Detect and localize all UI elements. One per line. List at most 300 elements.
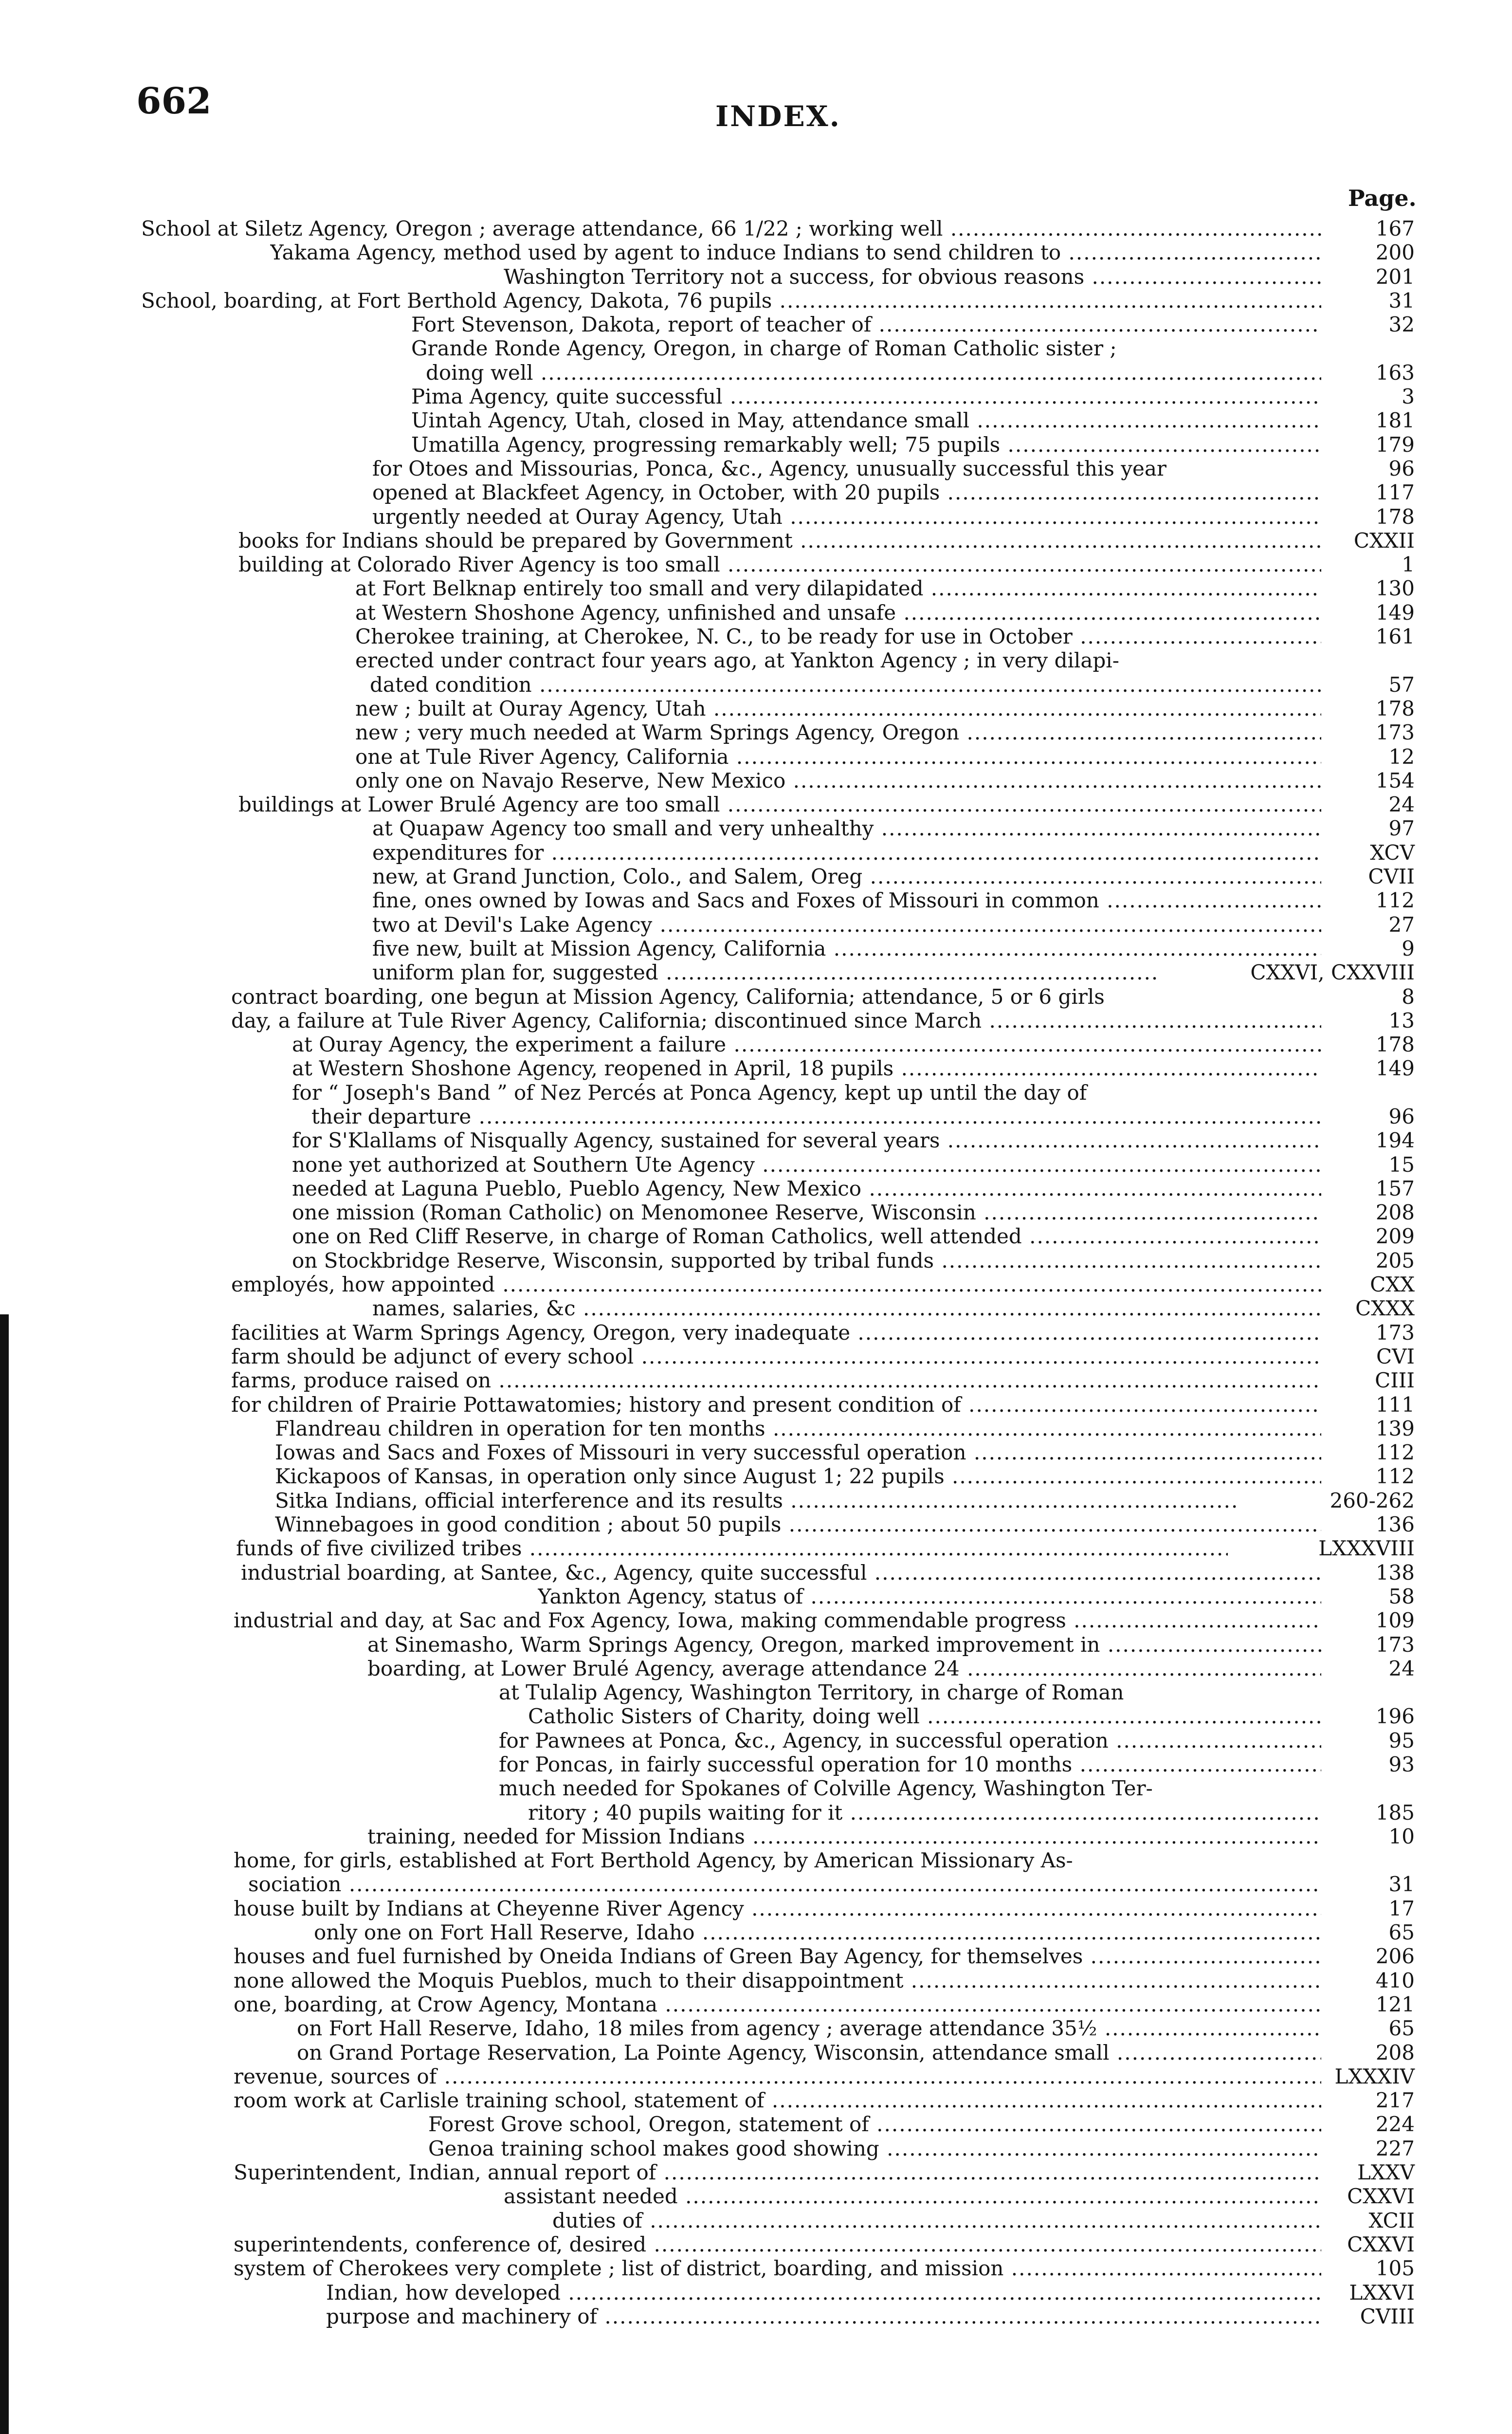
index-entry — [0, 1296, 1512, 1320]
index-entry-text-wrap — [231, 1393, 1512, 1417]
index-entry — [0, 1729, 1512, 1752]
index-entry-text-wrap — [538, 1585, 1512, 1608]
index-entry — [0, 841, 1512, 865]
index-entry-text: at Ouray Agency, the experiment a failure ..... — [292, 1033, 1321, 1056]
index-entry-text-wrap — [231, 1272, 1512, 1296]
index-entry-text: one mission (Roman Catholic) on Menomonee Reserve, Wisconsin ..... — [292, 1200, 1321, 1224]
index-entry-text-wrap — [372, 816, 1512, 840]
index-entry-text-wrap — [411, 433, 1512, 457]
index-entry — [0, 1704, 1512, 1728]
index-entry — [0, 1009, 1512, 1033]
index-entry-page: LXXV — [1357, 2160, 1415, 2185]
index-entry-text-wrap — [234, 1992, 1512, 2016]
index-entry — [0, 2112, 1512, 2136]
index-entry-text-wrap — [355, 576, 1512, 600]
index-entry — [0, 745, 1512, 769]
index-entry — [0, 1872, 1512, 1896]
index-entry-text-wrap — [499, 1680, 1512, 1704]
index-entry-page: 139 — [1375, 1416, 1415, 1440]
index-entry-page: LXXXVIII — [1318, 1536, 1415, 1561]
index-entry-page: 194 — [1375, 1128, 1415, 1153]
index-entry-text: dated condition ..... — [370, 673, 1321, 697]
index-entry — [0, 1272, 1512, 1296]
index-entry-page: XCII — [1368, 2208, 1415, 2232]
index-entry — [0, 1680, 1512, 1704]
index-entry — [0, 960, 1512, 984]
index-entry-text-wrap — [411, 336, 1512, 360]
index-entry-page: 178 — [1375, 504, 1415, 529]
page-number: 662 — [136, 80, 212, 122]
index-entry — [0, 1512, 1512, 1536]
index-entry — [0, 1801, 1512, 1825]
index-entry — [0, 2088, 1512, 2112]
scan-edge-shadow — [0, 1314, 9, 2434]
index-entry — [0, 2184, 1512, 2208]
index-entry — [0, 1249, 1512, 1272]
index-entry-page: 154 — [1375, 768, 1415, 793]
index-entry-text-wrap — [231, 1009, 1512, 1033]
index-entry-page: 167 — [1375, 217, 1415, 240]
index-entry-page: CXXVI — [1347, 2184, 1415, 2209]
index-entry-text: industrial and day, at Sac and Fox Agency, Iowa, making commendable progress ..... — [234, 1608, 1321, 1632]
index-entry-list — [0, 217, 1512, 2328]
index-entry-text-wrap — [355, 769, 1512, 793]
index-entry — [0, 265, 1512, 289]
index-entry-page: 178 — [1375, 696, 1415, 720]
index-entry — [0, 2305, 1512, 2328]
index-entry — [0, 913, 1512, 937]
index-entry-page: 97 — [1388, 816, 1415, 841]
index-entry-text: system of Cherokees very complete ; list of district, boarding, and mission ..... — [234, 2256, 1321, 2280]
index-entry-text-wrap — [355, 745, 1512, 769]
index-entry-page: 205 — [1375, 1248, 1415, 1272]
index-entry-text-wrap — [234, 2065, 1512, 2088]
index-entry-page: LXXXIV — [1334, 2064, 1415, 2088]
index-entry-text-wrap — [270, 240, 1512, 264]
index-entry — [0, 576, 1512, 600]
index-entry — [0, 816, 1512, 840]
index-entry-text: none yet authorized at Southern Ute Agency ..... — [292, 1153, 1321, 1177]
index-entry-text: Yakama Agency, method used by agent to induce Indians to send children to ..... — [270, 240, 1321, 264]
index-entry-text: at Quapaw Agency too small and very unhealthy ..... — [372, 816, 1321, 840]
index-entry — [0, 1585, 1512, 1608]
index-entry-text: needed at Laguna Pueblo, Pueblo Agency, New Mexico ..... — [292, 1177, 1321, 1200]
index-entry — [0, 1752, 1512, 1776]
index-entry-text: Genoa training school makes good showing ..... — [428, 2137, 1321, 2160]
index-entry-page: 93 — [1388, 1752, 1415, 1776]
index-entry — [0, 1920, 1512, 1944]
index-entry-text: duties of ..... — [552, 2209, 1321, 2232]
index-entry-text: building at Colorado River Agency is too small ..... — [238, 553, 1321, 576]
index-entry — [0, 985, 1512, 1009]
index-entry-text: ritory ; 40 pupils waiting for it ..... — [528, 1801, 1321, 1825]
index-entry-page: CXX — [1370, 1272, 1415, 1297]
index-entry-page: 181 — [1375, 408, 1415, 433]
index-entry — [0, 1944, 1512, 1968]
index-entry — [0, 240, 1512, 264]
index-entry-text: one, boarding, at Crow Agency, Montana ..... — [234, 1992, 1321, 2016]
index-entry-text: home, for girls, established at Fort Berthold Agency, by American Missionary As- — [234, 1848, 1073, 1873]
index-entry-text-wrap — [426, 361, 1512, 385]
index-entry-page: CVI — [1376, 1344, 1415, 1368]
index-entry — [0, 1440, 1512, 1464]
index-entry-text: Yankton Agency, status of ..... — [538, 1585, 1321, 1608]
index-entry-text: at Sinemasho, Warm Springs Agency, Oregon, marked improvement in ..... — [367, 1633, 1321, 1657]
index-entry-page: CVIII — [1360, 2304, 1415, 2328]
index-entry-page: CXXVI, CXXVIII — [1250, 960, 1415, 985]
index-entry — [0, 1825, 1512, 1848]
index-entry-text-wrap — [238, 553, 1512, 576]
index-entry-text: for Otoes and Missourias, Ponca, &c., Agency, unusually successful this year — [372, 456, 1166, 480]
index-entry-text: Cherokee training, at Cherokee, N. C., to be ready for use in October ..... — [355, 625, 1321, 648]
index-entry — [0, 888, 1512, 912]
index-entry — [0, 2137, 1512, 2160]
index-entry-text-wrap — [141, 217, 1512, 240]
index-entry — [0, 1561, 1512, 1585]
index-entry-text-wrap — [231, 985, 1512, 1009]
index-entry-page: 224 — [1375, 2112, 1415, 2137]
index-entry-text: their departure ..... — [311, 1105, 1321, 1128]
index-entry-text-wrap — [141, 289, 1512, 313]
index-entry-text: Grande Ronde Agency, Oregon, in charge of Roman Catholic sister ; — [411, 336, 1117, 361]
index-entry-page: 163 — [1375, 360, 1415, 385]
index-entry — [0, 1536, 1512, 1560]
index-entry-page: 227 — [1375, 2136, 1415, 2160]
index-entry-text-wrap — [275, 1440, 1512, 1464]
index-entry-text: at Western Shoshone Agency, unfinished and unsafe ..... — [355, 601, 1321, 625]
index-entry-text: on Grand Portage Reservation, La Pointe Agency, Wisconsin, attendance small ..... — [297, 2041, 1321, 2065]
index-entry-text: books for Indians should be prepared by Government ..... — [238, 529, 1321, 553]
index-entry-text: boarding, at Lower Brulé Agency, average attendance 24 ..... — [367, 1657, 1321, 1680]
index-entry-text: doing well ..... — [426, 361, 1321, 385]
index-entry-text: only one on Navajo Reserve, New Mexico ..... — [355, 769, 1321, 793]
index-entry-page: 130 — [1375, 576, 1415, 601]
index-entry-page: XCV — [1370, 840, 1415, 865]
index-entry — [0, 289, 1512, 313]
index-entry-page: 173 — [1375, 720, 1415, 745]
index-entry — [0, 2016, 1512, 2040]
index-entry-page: 206 — [1375, 1944, 1415, 1969]
index-entry-text-wrap — [292, 1081, 1512, 1105]
index-entry-page: 112 — [1375, 1464, 1415, 1489]
index-entry-text-wrap — [372, 457, 1512, 480]
index-entry-page: 3 — [1402, 385, 1415, 409]
index-entry-page: 57 — [1388, 672, 1415, 697]
index-entry-text: Uintah Agency, Utah, closed in May, attendance small ..... — [411, 408, 1321, 432]
index-entry — [0, 1177, 1512, 1200]
index-entry-text: Indian, how developed ..... — [326, 2281, 1321, 2305]
index-entry — [0, 505, 1512, 529]
index-entry-page: 27 — [1388, 912, 1415, 937]
index-entry-text-wrap — [234, 2160, 1512, 2184]
index-entry — [0, 529, 1512, 553]
index-entry-text-wrap — [372, 937, 1512, 960]
index-entry-text-wrap — [231, 1321, 1512, 1345]
index-entry-text: funds of five civilized tribes ..... — [236, 1536, 1228, 1560]
index-entry-text-wrap — [238, 793, 1512, 816]
index-entry-text-wrap — [234, 1969, 1512, 1992]
index-entry-page: 196 — [1375, 1704, 1415, 1729]
index-entry-page: 24 — [1388, 1656, 1415, 1680]
index-entry-text-wrap — [367, 1825, 1512, 1848]
index-entry-text-wrap — [234, 1848, 1512, 1872]
index-entry-text: Forest Grove school, Oregon, statement of ..... — [428, 2112, 1321, 2136]
index-entry-text-wrap — [372, 1296, 1512, 1320]
index-entry-text: at Western Shoshone Agency, reopened in April, 18 pupils ..... — [292, 1056, 1321, 1080]
index-entry — [0, 1321, 1512, 1345]
index-entry — [0, 1345, 1512, 1368]
index-entry — [0, 2281, 1512, 2305]
index-entry-text: Winnebagoes in good condition ; about 50 pupils ..... — [275, 1512, 1321, 1536]
index-entry-page: 8 — [1402, 984, 1415, 1009]
index-entry — [0, 1033, 1512, 1056]
index-entry-page: 185 — [1375, 1800, 1415, 1825]
index-entry-page: 1 — [1402, 553, 1415, 577]
index-entry — [0, 1056, 1512, 1080]
index-entry — [0, 1608, 1512, 1632]
index-entry-text-wrap — [275, 1464, 1512, 1488]
page-title: INDEX. — [715, 100, 841, 133]
index-entry-text-wrap — [428, 2112, 1512, 2136]
index-entry-text-wrap — [292, 1153, 1512, 1177]
index-entry-page: 10 — [1388, 1824, 1415, 1848]
index-entry-page: 15 — [1388, 1152, 1415, 1177]
index-entry — [0, 865, 1512, 888]
index-entry — [0, 1897, 1512, 1920]
index-entry-page: 410 — [1375, 1968, 1415, 1992]
index-entry-text-wrap — [372, 888, 1512, 912]
index-entry-text: Washington Territory not a success, for obvious reasons ..... — [504, 265, 1321, 289]
index-entry-text-wrap — [372, 865, 1512, 888]
index-entry-text: urgently needed at Ouray Agency, Utah ..... — [372, 505, 1321, 529]
index-entry-text: farm should be adjunct of every school ..... — [231, 1345, 1321, 1368]
index-entry-text-wrap — [297, 2041, 1512, 2065]
index-entry-text: five new, built at Mission Agency, California ..... — [372, 937, 1321, 960]
index-entry-text-wrap — [411, 313, 1512, 336]
index-entry-text: Catholic Sisters of Charity, doing well ..... — [528, 1704, 1321, 1728]
index-entry-text: fine, ones owned by Iowas and Sacs and Foxes of Missouri in common ..... — [372, 888, 1321, 912]
index-entry-page: CXXII — [1353, 528, 1415, 553]
index-entry-page: 9 — [1402, 936, 1415, 960]
index-entry-page: 31 — [1388, 1872, 1415, 1897]
index-entry-text: two at Devil's Lake Agency ..... — [372, 913, 1321, 937]
index-entry-text-wrap — [292, 1056, 1512, 1080]
index-entry-text: Kickapoos of Kansas, in operation only since August 1; 22 pupils ..... — [275, 1464, 1321, 1488]
index-entry-text: revenue, sources of ..... — [234, 2065, 1321, 2088]
index-entry-page: 136 — [1375, 1512, 1415, 1537]
index-entry — [0, 1657, 1512, 1680]
index-entry-text: industrial boarding, at Santee, &c., Agency, quite successful ..... — [241, 1561, 1321, 1585]
index-entry-page: CXXX — [1355, 1296, 1415, 1321]
index-entry — [0, 408, 1512, 432]
index-entry-text-wrap — [231, 1345, 1512, 1368]
index-entry-text: house built by Indians at Cheyenne River Agency ..... — [234, 1897, 1321, 1920]
index-entry — [0, 1128, 1512, 1152]
index-entry — [0, 2232, 1512, 2256]
index-entry-page: 58 — [1388, 1584, 1415, 1608]
index-entry — [0, 673, 1512, 697]
index-entry-page: CIII — [1375, 1368, 1415, 1393]
index-entry — [0, 2041, 1512, 2065]
index-entry-text: School at Siletz Agency, Oregon ; average attendance, 66 1/22 ; working well ..... — [141, 217, 1321, 240]
index-entry-text: uniform plan for, suggested ..... — [372, 960, 1158, 984]
index-entry — [0, 697, 1512, 720]
index-entry-text-wrap — [275, 1512, 1512, 1536]
index-entry — [0, 1224, 1512, 1248]
index-entry-text: for Pawnees at Ponca, &c., Agency, in successful operation ..... — [499, 1729, 1321, 1752]
index-entry — [0, 1393, 1512, 1417]
index-entry-text-wrap — [297, 2016, 1512, 2040]
index-entry-page: 65 — [1388, 1920, 1415, 1945]
index-entry-text-wrap — [355, 625, 1512, 648]
index-entry-text-wrap — [292, 1224, 1512, 1248]
index-entry-text-wrap — [326, 2281, 1512, 2305]
index-entry-text-wrap — [499, 1776, 1512, 1800]
index-entry-page: 173 — [1375, 1320, 1415, 1345]
index-entry — [0, 648, 1512, 672]
index-entry-text: buildings at Lower Brulé Agency are too small ..... — [238, 793, 1321, 816]
index-entry-page: 117 — [1375, 480, 1415, 505]
index-entry-page: 24 — [1388, 793, 1415, 817]
index-entry — [0, 361, 1512, 385]
index-entry-page: LXXVI — [1349, 2280, 1415, 2305]
index-entry — [0, 1200, 1512, 1224]
index-entry-text-wrap — [238, 529, 1512, 553]
index-entry-text-wrap — [292, 1033, 1512, 1056]
index-entry-text-wrap — [499, 1752, 1512, 1776]
index-entry-text: none allowed the Moquis Pueblos, much to their disappointment ..... — [234, 1969, 1321, 1992]
index-entry — [0, 1105, 1512, 1128]
index-entry-text-wrap — [355, 720, 1512, 744]
index-entry-text: Flandreau children in operation for ten months ..... — [275, 1417, 1321, 1440]
index-entry-text: one on Red Cliff Reserve, in charge of Roman Catholics, well attended ..... — [292, 1224, 1321, 1248]
index-entry-text-wrap — [248, 1872, 1512, 1896]
index-entry-text: day, a failure at Tule River Agency, California; discontinued since March ..... — [231, 1009, 1321, 1033]
index-entry-text: at Tulalip Agency, Washington Territory, in charge of Roman — [499, 1680, 1124, 1705]
index-entry-page: 96 — [1388, 1104, 1415, 1128]
page-column-label: Page. — [1348, 185, 1417, 211]
index-entry-text: superintendents, conference of, desired ..... — [234, 2232, 1321, 2256]
index-entry — [0, 2065, 1512, 2088]
index-entry-text: erected under contract four years ago, at Yankton Agency ; in very dilapi- — [355, 648, 1119, 673]
index-entry — [0, 2256, 1512, 2280]
index-entry-text-wrap — [528, 1801, 1512, 1825]
index-entry-text: Pima Agency, quite successful ..... — [411, 385, 1321, 408]
index-entry-text: for children of Prairie Pottawatomies; history and present condition of ..... — [231, 1393, 1321, 1417]
index-entry — [0, 480, 1512, 504]
index-entry-text-wrap — [428, 2137, 1512, 2160]
index-entry-text: sociation ..... — [248, 1872, 1321, 1896]
index-entry-text: one at Tule River Agency, California ..... — [355, 745, 1321, 769]
index-entry-page: 17 — [1388, 1896, 1415, 1920]
index-entry — [0, 1081, 1512, 1105]
index-entry-page: 217 — [1375, 2088, 1415, 2113]
index-entry-page: 65 — [1388, 2016, 1415, 2041]
index-entry-page: 161 — [1375, 625, 1415, 649]
index-entry-text-wrap — [504, 265, 1512, 289]
index-entry-text: for Poncas, in fairly successful operation for 10 months ..... — [499, 1752, 1321, 1776]
index-entry-text-wrap — [367, 1657, 1512, 1680]
index-entry-page: 105 — [1375, 2256, 1415, 2281]
index-entry — [0, 625, 1512, 648]
index-entry-page: 32 — [1388, 313, 1415, 337]
index-entry — [0, 1633, 1512, 1657]
index-entry — [0, 1848, 1512, 1872]
index-entry — [0, 1992, 1512, 2016]
index-entry-text-wrap — [372, 841, 1512, 865]
index-entry-text-wrap — [275, 1417, 1512, 1440]
index-entry-text-wrap — [234, 2088, 1512, 2112]
index-entry-page: 31 — [1388, 288, 1415, 313]
index-entry-text: much needed for Spokanes of Colville Agency, Washington Ter- — [499, 1776, 1153, 1801]
index-entry-page: 121 — [1375, 1992, 1415, 2016]
index-entry-text: expenditures for ..... — [372, 841, 1321, 865]
index-entry-text: training, needed for Mission Indians ..... — [367, 1825, 1321, 1848]
index-entry-page: 138 — [1375, 1560, 1415, 1585]
index-entry-text-wrap — [234, 1608, 1512, 1632]
index-entry-page: 208 — [1375, 2040, 1415, 2065]
index-entry-text-wrap — [528, 1704, 1512, 1728]
index-entry — [0, 769, 1512, 793]
index-entry-page: 179 — [1375, 432, 1415, 457]
index-entry — [0, 1153, 1512, 1177]
index-entry — [0, 601, 1512, 625]
index-entry-text: new ; very much needed at Warm Springs Agency, Oregon ..... — [355, 720, 1321, 744]
index-entry-text: only one on Fort Hall Reserve, Idaho ..... — [314, 1920, 1321, 1944]
index-entry-page: 149 — [1375, 1056, 1415, 1081]
index-entry — [0, 457, 1512, 480]
index-entry-text: new, at Grand Junction, Colo., and Salem, Oreg ..... — [372, 865, 1321, 888]
index-entry — [0, 1489, 1512, 1512]
index-entry-page: 109 — [1375, 1608, 1415, 1633]
index-entry — [0, 313, 1512, 336]
index-entry-text: assistant needed ..... — [504, 2184, 1321, 2208]
index-entry-page: 173 — [1375, 1632, 1415, 1657]
index-entry-text: Umatilla Agency, progressing remarkably well; 75 pupils ..... — [411, 433, 1321, 457]
index-entry — [0, 1776, 1512, 1800]
index-entry-text: new ; built at Ouray Agency, Utah ..... — [355, 697, 1321, 720]
index-entry — [0, 2209, 1512, 2232]
index-entry — [0, 1368, 1512, 1392]
index-entry — [0, 2160, 1512, 2184]
index-entry-text-wrap — [275, 1489, 1512, 1512]
index-entry-text-wrap — [311, 1105, 1512, 1128]
index-entry-text-wrap — [355, 697, 1512, 720]
index-entry-page: 112 — [1375, 1440, 1415, 1465]
index-entry-text-wrap — [292, 1249, 1512, 1272]
index-entry-text-wrap — [355, 648, 1512, 672]
index-entry-text: names, salaries, &c ..... — [372, 1296, 1321, 1320]
index-entry-text-wrap — [241, 1561, 1512, 1585]
index-entry-text: for “ Joseph's Band ” of Nez Percés at Ponca Agency, kept up until the day of — [292, 1080, 1087, 1105]
index-entry-text-wrap — [292, 1177, 1512, 1200]
index-entry-page: 95 — [1388, 1728, 1415, 1752]
index-entry-page: 260-262 — [1330, 1488, 1415, 1512]
index-entry-text: opened at Blackfeet Agency, in October, with 20 pupils ..... — [372, 480, 1321, 504]
index-entry — [0, 793, 1512, 816]
index-entry — [0, 385, 1512, 408]
index-entry-text-wrap — [234, 2256, 1512, 2280]
index-entry-text-wrap — [372, 480, 1512, 504]
index-entry-text: purpose and machinery of ..... — [326, 2305, 1321, 2328]
index-entry-text-wrap — [552, 2209, 1512, 2232]
index-entry-text: at Fort Belknap entirely too small and very dilapidated ..... — [355, 576, 1321, 600]
index-entry-page: 111 — [1375, 1392, 1415, 1417]
index-entry-text: houses and fuel furnished by Oneida Indians of Green Bay Agency, for themselves ..... — [234, 1944, 1321, 1968]
index-entry-page: 201 — [1375, 264, 1415, 289]
index-entry — [0, 553, 1512, 576]
index-entry-text-wrap — [234, 2232, 1512, 2256]
